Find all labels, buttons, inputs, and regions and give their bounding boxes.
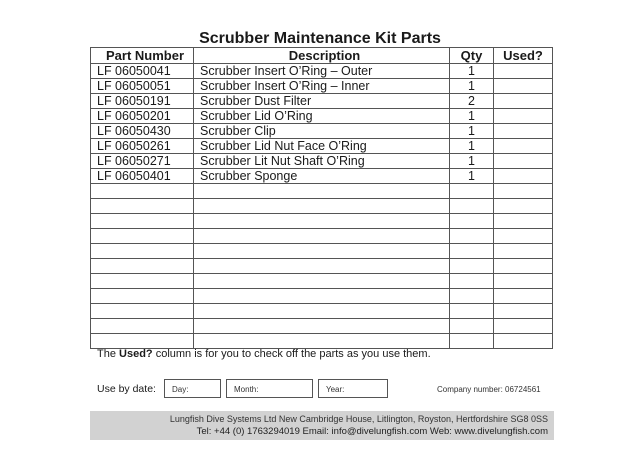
description-cell: Scrubber Lit Nut Shaft O’Ring: [194, 154, 450, 169]
part-number-cell: LF 06050051: [91, 79, 194, 94]
qty-cell: [450, 184, 494, 199]
table-row: [91, 169, 553, 184]
part-number-cell: LF 06050401: [91, 169, 194, 184]
qty-cell: [450, 304, 494, 319]
table-row: [91, 229, 553, 244]
used-checkbox-cell[interactable]: [494, 109, 553, 124]
part-number-cell: [91, 214, 194, 229]
table-row: [91, 274, 553, 289]
description-cell: Scrubber Lid O’Ring: [194, 109, 450, 124]
table-row: [91, 124, 553, 139]
used-checkbox-cell[interactable]: [494, 79, 553, 94]
used-checkbox-cell[interactable]: [494, 319, 553, 334]
table-row: [91, 79, 553, 94]
table-row: [91, 319, 553, 334]
footer-address: Lungfish Dive Systems Ltd New Cambridge House, Litlington, Royston, Hertfordshire SG8 0SS: [169, 414, 548, 424]
part-number-cell: [91, 229, 194, 244]
description-cell: [194, 334, 450, 349]
qty-cell: [450, 289, 494, 304]
used-checkbox-cell[interactable]: [494, 274, 553, 289]
used-checkbox-cell[interactable]: [494, 214, 553, 229]
part-number-cell: LF 06050271: [91, 154, 194, 169]
footer-contact: Tel: +44 (0) 1763294019 Email: info@divelungfish.com Web: www.divelungfish.com: [196, 426, 548, 437]
description-cell: [194, 184, 450, 199]
part-number-cell: [91, 199, 194, 214]
description-cell: [194, 274, 450, 289]
used-checkbox-cell[interactable]: [494, 94, 553, 109]
used-checkbox-cell[interactable]: [494, 124, 553, 139]
part-number-cell: [91, 274, 194, 289]
used-checkbox-cell[interactable]: [494, 184, 553, 199]
description-cell: Scrubber Lid Nut Face O’Ring: [194, 139, 450, 154]
parts-table: [90, 47, 553, 349]
part-number-cell: [91, 304, 194, 319]
part-number-cell: LF 06050191: [91, 94, 194, 109]
description-cell: [194, 289, 450, 304]
page-title: Scrubber Maintenance Kit Parts: [199, 30, 441, 47]
qty-cell: [450, 214, 494, 229]
description-cell: Scrubber Dust Filter: [194, 94, 450, 109]
part-number-cell: [91, 334, 194, 349]
qty-cell: 1: [450, 124, 494, 139]
qty-cell: [450, 319, 494, 334]
qty-cell: 1: [450, 169, 494, 184]
table-row: [91, 334, 553, 349]
qty-cell: [450, 199, 494, 214]
part-number-cell: LF 06050261: [91, 139, 194, 154]
description-cell: [194, 319, 450, 334]
table-row: [91, 304, 553, 319]
table-row: [91, 154, 553, 169]
header-part-number: Part Number: [91, 48, 194, 64]
description-cell: Scrubber Clip: [194, 124, 450, 139]
table-row: [91, 259, 553, 274]
qty-cell: 1: [450, 64, 494, 79]
header-qty: Qty: [450, 48, 494, 64]
table-row: [91, 109, 553, 124]
part-number-cell: [91, 289, 194, 304]
qty-cell: 1: [450, 109, 494, 124]
used-checkbox-cell[interactable]: [494, 259, 553, 274]
qty-cell: 2: [450, 94, 494, 109]
qty-cell: 1: [450, 79, 494, 94]
description-cell: [194, 304, 450, 319]
part-number-cell: [91, 244, 194, 259]
description-cell: [194, 214, 450, 229]
table-row: [91, 94, 553, 109]
part-number-cell: [91, 319, 194, 334]
use-by-month-field[interactable]: Month:: [226, 379, 313, 398]
description-cell: Scrubber Insert O’Ring – Inner: [194, 79, 450, 94]
used-checkbox-cell[interactable]: [494, 154, 553, 169]
table-header-row: [91, 48, 553, 64]
qty-cell: [450, 334, 494, 349]
used-column-ref: Used?: [119, 348, 153, 360]
used-checkbox-cell[interactable]: [494, 304, 553, 319]
header-used: Used?: [494, 48, 553, 64]
footer-band: [90, 411, 554, 440]
used-checkbox-cell[interactable]: [494, 199, 553, 214]
used-checkbox-cell[interactable]: [494, 139, 553, 154]
description-cell: [194, 199, 450, 214]
description-cell: Scrubber Insert O’Ring – Outer: [194, 64, 450, 79]
description-cell: [194, 229, 450, 244]
company-number: Company number: 06724561: [437, 385, 541, 394]
table-row: [91, 184, 553, 199]
table-row: [91, 289, 553, 304]
qty-cell: [450, 274, 494, 289]
used-checkbox-cell[interactable]: [494, 64, 553, 79]
qty-cell: [450, 229, 494, 244]
use-by-label: Use by date:: [97, 383, 156, 395]
table-row: [91, 199, 553, 214]
qty-cell: [450, 244, 494, 259]
description-cell: [194, 244, 450, 259]
header-description: Description: [194, 48, 450, 64]
part-number-cell: LF 06050041: [91, 64, 194, 79]
used-checkbox-cell[interactable]: [494, 169, 553, 184]
part-number-cell: [91, 259, 194, 274]
table-row: [91, 139, 553, 154]
table-row: [91, 64, 553, 79]
used-checkbox-cell[interactable]: [494, 244, 553, 259]
usage-note: The Used? column is for you to check off the parts as you use them.: [97, 348, 431, 360]
qty-cell: 1: [450, 154, 494, 169]
qty-cell: 1: [450, 139, 494, 154]
table-row: [91, 214, 553, 229]
qty-cell: [450, 259, 494, 274]
part-number-cell: [91, 184, 194, 199]
part-number-cell: LF 06050430: [91, 124, 194, 139]
used-checkbox-cell[interactable]: [494, 229, 553, 244]
part-number-cell: LF 06050201: [91, 109, 194, 124]
used-checkbox-cell[interactable]: [494, 289, 553, 304]
use-by-day-field[interactable]: Day:: [164, 379, 221, 398]
description-cell: Scrubber Sponge: [194, 169, 450, 184]
used-checkbox-cell[interactable]: [494, 334, 553, 349]
description-cell: [194, 259, 450, 274]
use-by-year-field[interactable]: Year:: [318, 379, 388, 398]
table-row: [91, 244, 553, 259]
